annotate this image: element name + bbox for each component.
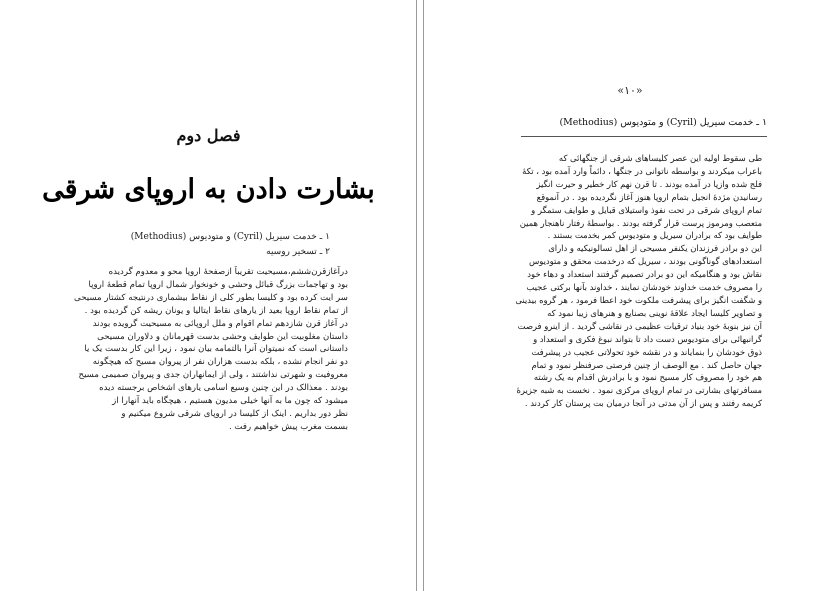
text-line: طی سقوط اولیه این عصر کلیساهای شرقی از جنگهائی که bbox=[558, 153, 762, 163]
text-line: فلج شده وازپا در آمده بودند . تا قرن نهم کار خطیر و حیرت انگیز bbox=[536, 178, 762, 189]
text-line: بود و تهاجمات بزرگ قبائل وحشی و خونخوار شمال اروپا تمام قطعهٔ اروپا bbox=[88, 279, 348, 290]
text-line: باعراب میکردند و بواسطه ناتوانی در جنگها ، دائماً وارد آمده بود ، تکهٔ bbox=[522, 165, 762, 176]
text-line: و تصاویر کلیسا ایجاد علاقهٔ نوینی بصنایع و هنرهای زیبا نمود که bbox=[547, 307, 762, 318]
text-line: هم خود را مصروف کار مسیح نمود و با برادرش اقدام به یک رشته bbox=[533, 372, 762, 383]
text-line: و شگفت انگیز برای پیشرفت ملکوت خود اعطا فرمود ، هر گروه بیدینی bbox=[515, 294, 762, 305]
text-line: ذوق خودشان را بنمایاند و در نقشه خود تحولاتی عجیب در پیشرفت bbox=[531, 346, 762, 357]
left-page bbox=[0, 0, 417, 591]
section-body-text bbox=[500, 152, 762, 410]
text-line: سر ایت کرده بود و کلیسا بطور کلی از نقاط بیشماری درنتیجه کشتار مسیحی bbox=[74, 292, 348, 303]
text-line: نقاش بود و هنگامیکه این دو برادر تصمیم گرفتند استعداد و دهاء خود bbox=[527, 269, 762, 280]
heading-divider bbox=[521, 136, 767, 137]
text-line: داستان مغلوبیت این طوایف وحشی بدست قهرمانان و دلاوران مسیحی bbox=[97, 331, 348, 342]
text-line: جهان حاصل کند . مع الوصف از چنین فرصتی صرفنظر نمود و تمام bbox=[531, 359, 762, 370]
section-heading: ۱ ـ خدمت سیریل (Cyril) و متودیوس (Methodius) bbox=[559, 117, 767, 128]
chapter-title: بشارت دادن به اروپای شرقی bbox=[42, 174, 375, 205]
contents-item: ۲ ـ تسخیر روسیه bbox=[266, 247, 330, 257]
text-line: داستانی است که نمیتوان آنرا بالتمامه بیان نمود ، زیرا این کار بدست یک یا bbox=[84, 344, 348, 355]
text-line: متعصب ومرموز پرست قرار گرفته بودند . بواسطهٔ رفتار ناهنجار همین bbox=[519, 217, 762, 228]
text-line: طوایف بود که برادران سیریل و متودیوس کمر بخدمت بستند . bbox=[547, 230, 762, 241]
chapter-contents bbox=[90, 230, 330, 260]
text-line: کریمه رفتند و پس از آن مدتی در آنجا درمیان بت پرستان کار کردند . bbox=[524, 398, 762, 409]
text-line: در آغاز قرن شازدهم تمام اقوام و ملل اروپائی به مسیحیت گرویده بودند bbox=[92, 318, 348, 329]
text-line: دو نفر انجام نشده ، بلکه بدست هزاران نفر از پیروان مسیح که هیچگونه bbox=[92, 357, 348, 368]
text-line: را مصروف خدمت خداوند خودشان نمایند ، خداوند بآنها برکتی عجیب bbox=[526, 282, 762, 293]
text-line: درآغازقرن‌ششم‌،مسیحیت تقریباً ازصفحهٔ اروپا محو و معدوم گردیده bbox=[108, 267, 348, 277]
text-line: استعدادهای گوناگونی بودند ، سیریل که درخدمت محقق و متودیوس bbox=[529, 256, 762, 267]
text-line: از تمام نقاط اروپا بعید از یارهای نقاط ایتالیا و یونان ریشه کن گردیده بود . bbox=[84, 305, 348, 316]
text-line: بودند . معذالک در این چنین وسیع اسامی یارهای اشخاص برجسته دیده bbox=[99, 383, 348, 394]
chapter-intro-text bbox=[72, 266, 348, 434]
page-number: «۱۰» bbox=[617, 84, 643, 97]
text-line: مسافرتهای بشارتی در تمام اروپای مرکزی نمود . نخست به شبه جزیرهٔ bbox=[516, 385, 762, 396]
text-line: تمام اروپای شرقی در تحت نفوذ واستیلای قبایل و طوایف ستمگر و bbox=[531, 204, 762, 215]
text-line: این دو برادر فرزندان یکنفر مسیحی از اهل تسالونیکیه و دارای bbox=[548, 243, 762, 254]
text-line: نظر دور بداریم . اینک از کلیسا در اروپای شرقی شروع میکنیم و bbox=[121, 408, 348, 419]
contents-item: ۱ ـ خدمت سیریل (Cyril) و متودیوس (Methodius) bbox=[130, 232, 330, 242]
text-line: آن نیز بنوبهٔ خود بنیاد ترقیات عظیمی در نقاشی گردید . از اینرو فرصت bbox=[517, 320, 762, 331]
text-line: گرانبهائی برای متودیوس دست داد تا بتواند نبوغ فکری و استعداد و bbox=[533, 333, 762, 344]
chapter-label: فصل دوم bbox=[176, 126, 241, 145]
text-line: رسانیدن مژدهٔ انجیل بتمام اروپا هنوز آغاز نگردیده بود . در آنموقع bbox=[536, 191, 762, 202]
text-line: میشود که چون ما به آنها خیلی مدیون هستیم ، هیچگاه باید آنهارا از bbox=[112, 396, 348, 407]
text-line: معروفیت و شهرتی نداشتند ، ولی از ایمانهاران جدی و پیروان صمیمی مسیح bbox=[78, 370, 348, 381]
text-line: بسمت مغرب پیش خواهیم رفت . bbox=[228, 421, 348, 432]
